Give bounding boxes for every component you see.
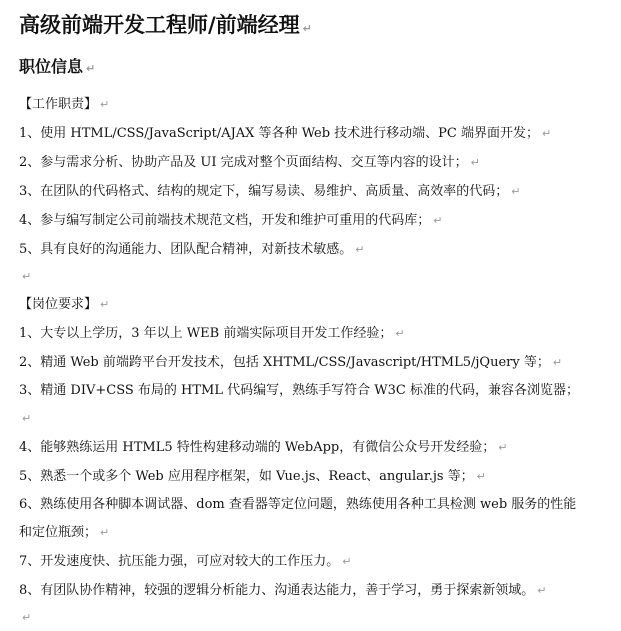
paragraph-mark: ↵ [541, 127, 552, 140]
paragraph-mark: ↵ [552, 356, 563, 369]
paragraph-mark: ↵ [355, 243, 365, 256]
paragraph-mark: ↵ [470, 156, 480, 169]
paragraph-mark: ↵ [302, 22, 312, 35]
paragraph-mark: ↵ [511, 185, 521, 198]
paragraph-mark: ↵ [22, 412, 32, 425]
requirement-item: 8、有团队协作精神，较强的逻辑分析能力、沟通表达能力，善于学习，勇于探索新领域。 ↵ [19, 583, 547, 598]
duty-item: 5、具有良好的沟通能力、团队配合精神，对新技术敏感。 ↵ [19, 242, 365, 257]
requirement-item: 1、大专以上学历，3 年以上 WEB 前端实际项目开发工作经验； ↵ [19, 326, 405, 341]
paragraph-mark: ↵ [100, 98, 110, 111]
paragraph-mark: ↵ [433, 214, 443, 227]
duty-item: 2、参与需求分析、协助产品及 UI 完成对整个页面结构、交互等内容的设计； ↵ [19, 155, 480, 170]
empty-paragraph [19, 264, 621, 290]
paragraph-mark: ↵ [100, 298, 110, 311]
paragraph-mark: ↵ [100, 526, 110, 539]
section-title: 职位信息 ↵ [19, 57, 96, 76]
requirement-item: 2、精通 Web 前端跨平台开发技术，包括 XHTML/CSS/Javascript/HTML5/jQuery 等； ↵ [19, 355, 563, 370]
paragraph-mark: ↵ [498, 441, 508, 454]
duty-item: 3、在团队的代码格式、结构的规定下，编写易读、易维护、高质量、高效率的代码； ↵ [19, 184, 521, 199]
duties-heading: 【工作职责】 ↵ [19, 97, 110, 112]
requirement-item: 7、开发速度快、抗压能力强，可应对较大的工作压力。 ↵ [19, 554, 352, 569]
duty-item: 1、使用 HTML/CSS/JavaScript/AJAX 等各种 Web 技术进行移动端、PC 端界面开发； ↵ [19, 126, 552, 141]
empty-paragraph [19, 605, 621, 631]
duty-item: 4、参与编写制定公司前端技术规范文档，开发和维护可重用的代码库； ↵ [19, 213, 443, 228]
requirement-item: 6、熟练使用各种脚本调试器、dom 查看器等定位问题，熟练使用各种工具检测 web 服务的性能和定位瓶颈； ↵ [19, 497, 577, 540]
paragraph-mark: ↵ [476, 470, 486, 483]
paragraph-mark: ↵ [86, 62, 96, 75]
requirement-item: 5、熟悉一个或多个 Web 应用程序框架，如 Vue.js、React、angular.js 等； ↵ [19, 469, 486, 484]
paragraph-mark: ↵ [342, 555, 352, 568]
page-title: 高级前端开发工程师/前端经理 ↵ [19, 13, 312, 37]
requirement-item: 4、能够熟练运用 HTML5 特性构建移动端的 WebApp，有微信公众号开发经验； ↵ [19, 440, 508, 455]
paragraph-mark: ↵ [22, 611, 32, 624]
paragraph-mark: ↵ [22, 270, 32, 283]
paragraph-mark: ↵ [395, 327, 405, 340]
requirements-heading: 【岗位要求】 ↵ [19, 297, 110, 312]
requirement-item: 3、精通 DIV+CSS 布局的 HTML 代码编写，熟练手写符合 W3C 标准的代码，兼容各浏览器；↵ [19, 383, 579, 425]
paragraph-mark: ↵ [537, 584, 547, 597]
